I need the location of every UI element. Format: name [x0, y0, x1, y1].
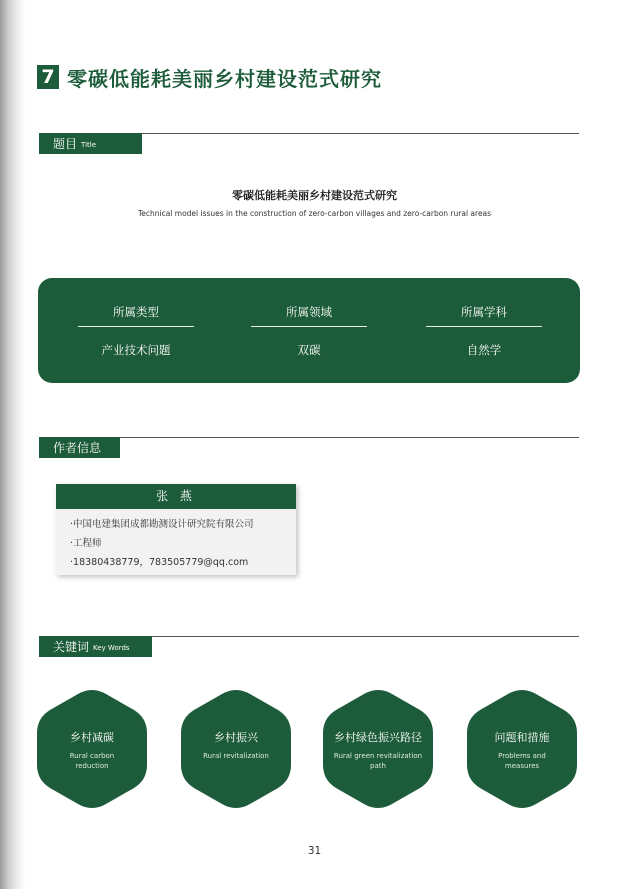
category-value: 双碳	[297, 343, 321, 357]
chapter-number: 7	[37, 65, 59, 89]
category-field	[251, 278, 367, 383]
keyword-cn: 乡村振兴	[214, 731, 258, 744]
book-spine-shadow	[0, 0, 26, 889]
keyword-cn: 问题和措施	[494, 731, 550, 744]
keyword-cn: 乡村减碳	[70, 731, 114, 744]
chapter-heading	[37, 62, 382, 92]
page-number: 31	[307, 845, 322, 857]
section-tag-cn: 关键词	[53, 640, 90, 654]
section-tag-en: Key Words	[93, 643, 130, 652]
category-label: 所属类型	[113, 305, 159, 319]
section-tag	[39, 133, 142, 154]
keyword-hexagon	[181, 688, 291, 810]
chapter-title: 零碳低能耗美丽乡村建设范式研究	[67, 66, 382, 91]
keyword-en: Rural green revitalization path	[333, 752, 423, 770]
author-contact: ·18380438779，783505779@qq.com	[70, 557, 249, 568]
author-name: 张 燕	[56, 484, 296, 509]
hexagon-shape	[37, 688, 147, 810]
category-label: 所属领域	[286, 305, 332, 319]
section-divider	[39, 437, 579, 438]
category-divider	[251, 326, 367, 327]
section-tag-cn: 题目	[53, 137, 78, 151]
author-affiliation: ·中国电建集团成都勘测设计研究院有限公司	[70, 519, 254, 530]
section-title-header	[39, 133, 579, 155]
section-tag-en: Title	[81, 140, 97, 149]
author-title: ·工程师	[70, 538, 102, 549]
keyword-en: Rural carbon reduction	[69, 752, 115, 770]
section-keywords-header	[39, 636, 579, 658]
author-card	[56, 484, 296, 575]
keyword-en: Rural revitalization	[203, 752, 269, 760]
paper-title-en: Technical model issues in the construction of zero-carbon villages and zero-carbon rural areas	[137, 209, 492, 218]
keyword-hexagon	[323, 688, 433, 810]
hexagon-shape	[181, 688, 291, 810]
category-type	[78, 278, 194, 383]
hexagon-shape	[323, 688, 433, 810]
paper-title-cn: 零碳低能耗美丽乡村建设范式研究	[232, 189, 397, 202]
category-divider	[78, 326, 194, 327]
section-author-header	[39, 437, 579, 459]
category-label: 所属学科	[461, 305, 507, 319]
keyword-en: Problems and measures	[498, 752, 546, 770]
section-tag	[39, 636, 152, 657]
keyword-hexagon	[467, 688, 577, 810]
section-tag	[39, 437, 120, 458]
hexagon-shape	[467, 688, 577, 810]
category-value: 产业技术问题	[101, 343, 171, 357]
category-panel	[38, 278, 580, 383]
category-discipline	[426, 278, 542, 383]
category-value: 自然学	[466, 343, 502, 357]
category-divider	[426, 326, 542, 327]
section-tag-cn: 作者信息	[53, 441, 102, 455]
keyword-hexagon	[37, 688, 147, 810]
keyword-cn: 乡村绿色振兴路径	[334, 731, 422, 744]
